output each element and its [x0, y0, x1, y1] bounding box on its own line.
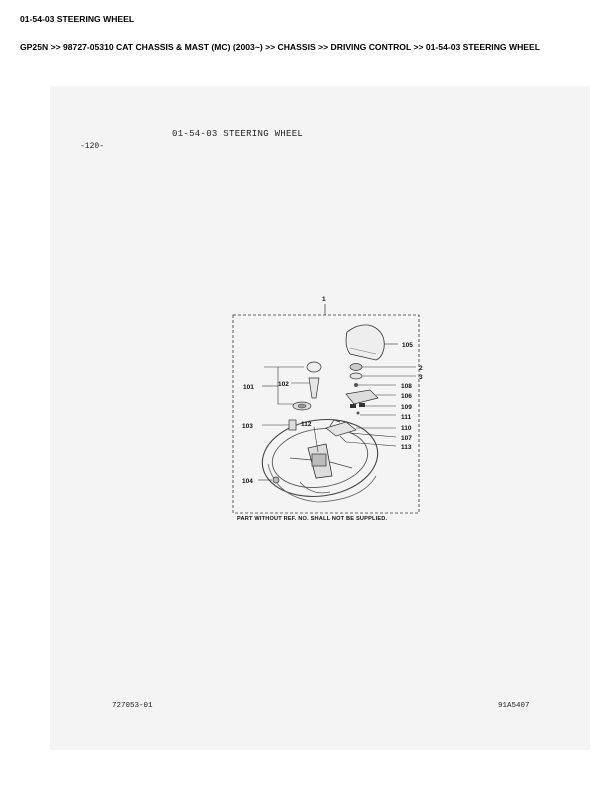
assembly-boundary — [233, 315, 419, 513]
callout-112: 112 — [301, 421, 312, 428]
steering-knob-part — [293, 362, 321, 410]
callout-110: 110 — [401, 425, 412, 432]
callout-105: 105 — [402, 342, 413, 349]
steering-wheel-rim — [257, 412, 382, 503]
callout-2: 2 — [419, 365, 423, 372]
callout-108: 108 — [401, 383, 412, 390]
horn-contact-plate — [346, 383, 378, 415]
nut-part — [350, 364, 362, 371]
callout-113: 113 — [401, 444, 412, 451]
supply-note: PART WITHOUT REF. NO. SHALL NOT BE SUPPLIED. — [237, 516, 388, 522]
page-number: -120- — [80, 142, 105, 151]
callout-111: 111 — [401, 414, 412, 421]
callout-103: 103 — [242, 423, 253, 430]
callout-3: 3 — [419, 374, 423, 381]
callout-106: 106 — [401, 393, 412, 400]
parts-diagram-sheet — [50, 86, 590, 750]
steering-wheel-diagram — [50, 86, 590, 750]
horn-cap-part — [346, 325, 384, 360]
callout-102: 102 — [278, 381, 289, 388]
footer-drawing-number: 727053-01 — [112, 702, 153, 710]
callout-1: 1 — [322, 296, 326, 303]
callout-109: 109 — [401, 404, 412, 411]
callout-104: 104 — [242, 478, 253, 485]
washer-part — [350, 373, 362, 379]
collar-part — [289, 420, 296, 430]
small-nut-part — [273, 477, 279, 483]
footer-catalog-code: 91A5407 — [498, 702, 530, 710]
page-title: 01-54-03 STEERING WHEEL — [20, 14, 135, 24]
diagram-title: 01-54-03 STEERING WHEEL — [172, 129, 304, 139]
callout-101: 101 — [243, 384, 254, 391]
breadcrumb: GP25N >> 98727-05310 CAT CHASSIS & MAST (MC) (2003~) >> CHASSIS >> DRIVING CONTROL >> 01-54-03 STEERING WHEEL — [20, 42, 541, 52]
callout-107: 107 — [401, 435, 412, 442]
